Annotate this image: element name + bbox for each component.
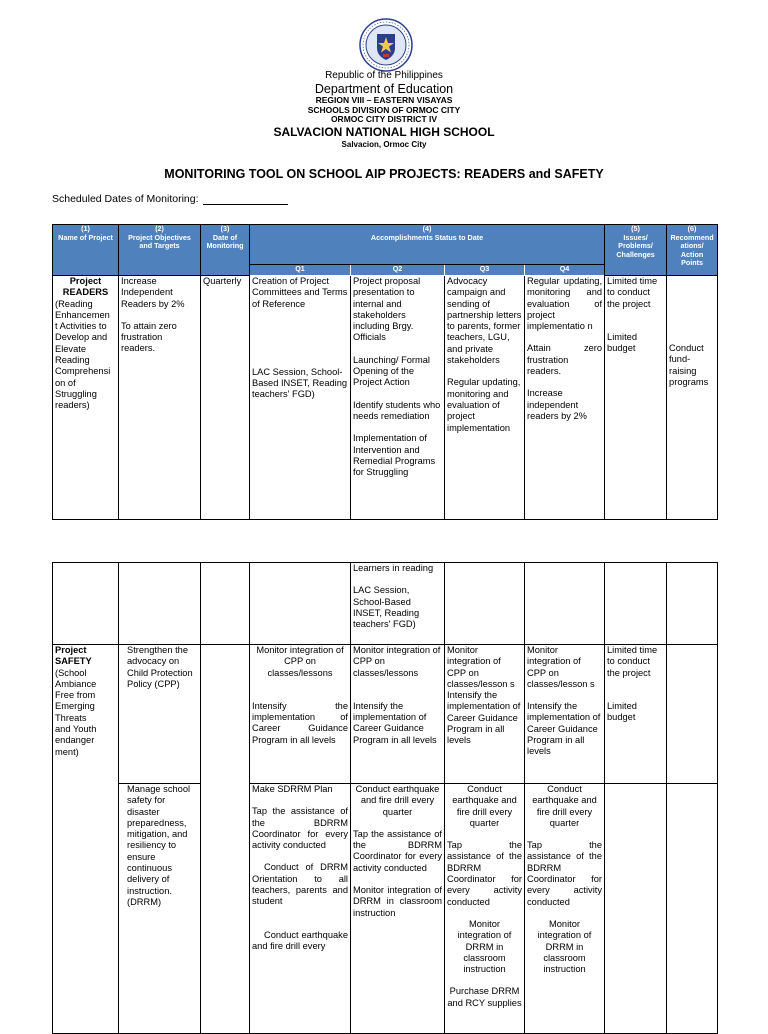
header-q1: Q1 xyxy=(250,265,351,276)
header-name-of-project: (1) Name of Project xyxy=(53,225,119,276)
header-issues: (5) Issues/ Problems/ Challenges xyxy=(605,225,667,276)
table-row xyxy=(53,276,718,520)
header-q3: Q3 xyxy=(445,265,525,276)
project-safety-cell xyxy=(53,645,119,1034)
project-safety-title: Project SAFETY xyxy=(55,645,92,667)
header-q4: Q4 xyxy=(525,265,605,276)
schedule-field xyxy=(52,193,288,205)
header-date-of-monitoring: (3) Date of Monitoring xyxy=(201,225,250,276)
project-readers-cell xyxy=(53,276,119,520)
readers-q2-cell: Project proposal presentation to internal and stakeholders including Brgy. Officials Launching/ Formal Opening of the Project Action Identify students who needs remediation Implementation of Intervention and Remedial Programs for Struggling xyxy=(351,276,445,520)
readers-q2-continued-cell: Learners in reading LAC Session, School-Based INSET, Reading teachers' FGD) xyxy=(351,563,445,645)
schedule-label: Scheduled Dates of Monitoring: xyxy=(52,193,199,205)
cpp-q4-cell: Monitor integration of CPP on classes/lesson s Intensify the implementation of Career Guidance Program in all levels xyxy=(525,645,605,784)
readers-q4-cell: Regular updating, monitoring and evaluation of project implementatio n Attain zero frustration readers. Increase independent readers by 2% xyxy=(525,276,605,520)
republic-line: Republic of the Philippines xyxy=(325,70,443,81)
header-q2: Q2 xyxy=(351,265,445,276)
cpp-q3-cell: Monitor integration of CPP on classes/lesson s Intensify the implementation of Career Guidance Program in all levels xyxy=(445,645,525,784)
safety-objective-drrm: Manage school safety for disaster preparedness, mitigation, and resiliency to ensure continuous delivery of instruction. (DRRM) xyxy=(119,784,201,1034)
safety-objective-cpp: Strengthen the advocacy on Child Protection Policy (CPP) xyxy=(119,645,201,784)
drrm-q3-cell: Conduct earthquake and fire drill every quarter Tap the assistance of the BDRRM Coordinator for every activity conducted Monitor integration of DRRM in classroom instruction Purchase DRRM and RCY supplies xyxy=(445,784,525,1034)
division-line: SCHOOLS DIVISION OF ORMOC CITY xyxy=(307,104,461,115)
drrm-q2-cell: Conduct earthquake and fire drill every quarter Tap the assistance of the BDRRM Coordinator for every activity conducted Monitor integration of DRRM in classroom instruction xyxy=(351,784,445,1034)
project-readers-acronym: (Reading Enhancemen t Activities to Develop and Elevate Reading Comprehensi on of Struggling readers) xyxy=(55,298,111,411)
readers-q3-cell: Advocacy campaign and sending of partnership letters to parents, former teachers, LGU, and private stakeholders Regular updating, monitoring and evaluation of project implementation xyxy=(445,276,525,520)
document-title: MONITORING TOOL ON SCHOOL AIP PROJECTS: READERS and SAFETY xyxy=(164,167,604,181)
school-name: SALVACION NATIONAL HIGH SCHOOL xyxy=(273,125,495,140)
district-line: ORMOC CITY DISTRICT IV xyxy=(330,114,438,125)
letterhead xyxy=(0,70,768,149)
cpp-q2-cell: Monitor integration of CPP on classes/lessons Intensify the implementation of Career Guidance Program in all levels xyxy=(351,645,445,784)
cpp-q1-cell: Monitor integration of CPP on classes/lessons Intensify the implementation of Career Guidance Program in all levels xyxy=(250,645,351,784)
table-row xyxy=(53,645,718,784)
schedule-blank-line[interactable] xyxy=(203,194,288,205)
monitoring-table-safety xyxy=(52,562,718,1034)
header-recommendations: (6) Recommend ations/ Action Points xyxy=(667,225,718,276)
readers-date-cell: Quarterly xyxy=(201,276,250,520)
drrm-q1-cell: Make SDRRM Plan Tap the assistance of the BDRRM Coordinator for every activity conducted Conduct of DRRM Orientation to all teachers, parents and student Conduct earthquake and fire drill every xyxy=(250,784,351,1034)
project-readers-title: Project READERS xyxy=(62,276,109,298)
header-accomplishments: (4) Accomplishments Status to Date xyxy=(250,225,605,265)
readers-recommendation-cell: Conduct fund-raising programs xyxy=(667,276,718,520)
project-safety-acronym: (School Ambiance Free from Emerging Threats and Youth endanger ment) xyxy=(55,667,97,757)
table-row xyxy=(53,784,718,1034)
drrm-q4-cell: Conduct earthquake and fire drill every quarter Tap the assistance of the BDRRM Coordinator for every activity conducted Monitor integration of DRRM in classroom instruction xyxy=(525,784,605,1034)
readers-issues-cell: Limited time to conduct the project Limited budget xyxy=(605,276,667,520)
header-objectives: (2) Project Objectives and Targets xyxy=(119,225,201,276)
school-address: Salvacion, Ormoc City xyxy=(341,139,427,149)
deped-seal-logo xyxy=(359,18,413,72)
region-line: REGION VIII – EASTERN VISAYAS xyxy=(315,94,453,105)
readers-objectives-cell xyxy=(119,276,201,520)
table-row xyxy=(53,563,718,645)
monitoring-table-readers xyxy=(52,224,718,520)
readers-objective-1: Increase Independent Readers by 2% xyxy=(121,276,185,309)
safety-issues-cell: Limited time to conduct the project Limited budget xyxy=(605,645,667,784)
readers-q1-cell: Creation of Project Committees and Terms of Reference LAC Session, School-Based INSET, Reading teachers' FGD) xyxy=(250,276,351,520)
department-line: Department of Education xyxy=(314,81,454,96)
readers-objective-2: To attain zero frustration readers. xyxy=(121,320,177,354)
